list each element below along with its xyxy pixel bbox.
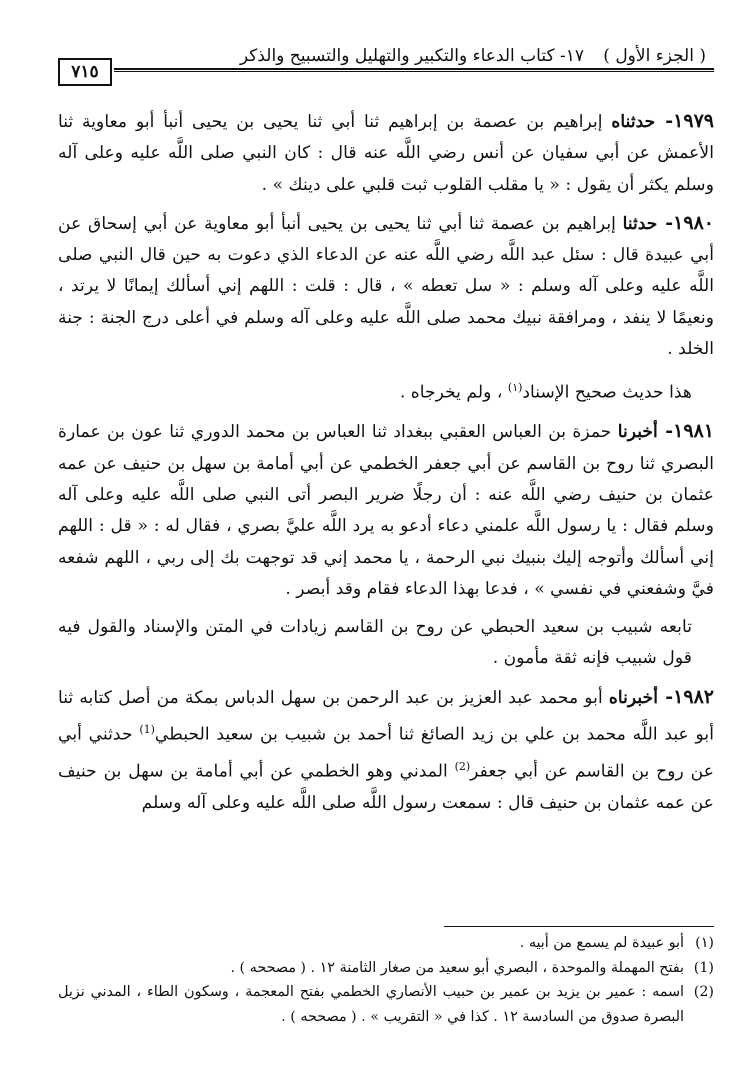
number-dash: - [657,420,674,443]
footnote-item [58,980,714,1029]
footnote-mark: (١) [695,935,714,951]
footnote-mark: (1) [693,959,714,976]
footnote-mark: (2) [693,984,714,1000]
hadith-number: ١٩٨١ [673,420,714,443]
hadith-text: أبو محمد عبد العزيز بن عبد الرحمن بن سهل الدباس بمكة من أصل كتابه ثنا أبو عبد اللَّه محمد بن علي بن زيد الصائغ ثنا أحمد بن شبيب بن سعيد الحبطي [58,687,714,745]
hadith-keyword: حدثنا [622,213,658,234]
header-rule [114,68,714,70]
footnote-item [58,931,714,956]
footnote-ref: (2) [454,760,471,774]
hadith-1980 [58,208,714,365]
hadith-text: حدثني أبي عن روح بن القاسم عن أبي جعفر [58,724,714,782]
footnote-text: اسمه : عمير بن يزيد بن عمير بن حبيب الأنصاري الخطمي بفتح المعجمة ، وسكون الطاء ، المدني نزيل البصرة صدوق من السادسة ١٢ . كذا في « التقريب » . ( مصححه ) . [58,984,684,1025]
hadith-text: إبراهيم بن عصمة بن إبراهيم ثنا أبي ثنا يحيى بن يحيى أنبأ أبو معاوية ثنا الأعمش عن أبي سفيان عن أنس رضي اللَّه عنه قال : كان النبي صلى اللَّه عليه وعلى آله وسلم يكثر أن يقول : « يا مقلب القلوب ثبت قلبي على دينك » . [58,112,714,195]
volume-label: ( الجزء الأول ) [603,46,706,66]
hadith-text: حمزة بن العباس العقبي ببغداد ثنا العباس بن محمد الدوري ثنا عون بن عمارة البصري ثنا روح بن القاسم عن أبي جعفر الخطمي عن أبي أمامة بن سهل بن حنيف عن عمه عثمان بن حنيف رضي اللَّه عنه : أن رجلًا ضرير البصر أتى النبي صلى اللَّه عليه وعلى آله وسلم فقال : يا رسول اللَّه علمني دعاء أدعو به يرد اللَّه عليَّ بصري ، فقال له : « قل : اللهم إني أسألك وأتوجه إليك بنبيك نبي الرحمة ، يا محمد إني قد توجهت بك إلى ربي ، اللهم شفعه فيَّ وشفعني في نفسي » ، فدعا بهذا الدعاء فقام وقد أبصر . [58,422,714,599]
hadith-keyword: حدثناه [611,112,656,132]
hadith-number: ١٩٨٢ [673,685,714,708]
hadith-1982 [58,682,714,820]
hadith-keyword: أخبرناه [608,687,658,708]
chapter-title: ١٧- كتاب الدعاء والتكبير والتهليل والتسبيح والذكر [239,46,584,66]
main-text [58,106,714,826]
commentary-1980 [58,372,714,409]
footnote-item [58,956,714,981]
page-header [58,28,714,82]
footnote-text: بفتح المهملة والموحدة ، البصري أبو سعيد من صغار الثامنة ١٢ . ( مصححه ) . [230,959,684,976]
commentary-1981: تابعه شبيب بن سعيد الحبطي عن روح بن القاسم زيادات في المتن والإسناد والقول فيه قول شبيب فإنه ثقة مأمون . [58,617,692,669]
hadith-number: ١٩٨٠ [673,211,714,234]
footnote-ref: (١) [507,381,523,395]
header-rule-thin [114,71,714,72]
number-dash: - [657,685,674,708]
book-page [58,28,714,1048]
commentary-text-end: ، ولم يخرجاه . [399,383,508,404]
footnote-text: أبو عبيدة لم يسمع من أبيه . [519,935,684,951]
hadith-text: المدني وهو الخطمي عن أبي أمامة بن سهل بن حنيف عن عمه عثمان بن حنيف قال : سمعت رسول اللَّه صلى اللَّه عليه وعلى آله وسلم [58,761,714,814]
commentary-text: هذا حديث صحيح الإسناد [522,383,692,404]
hadith-keyword: أخبرنا [617,422,658,443]
hadith-text: إبراهيم بن عصمة ثنا أبي ثنا يحيى بن يحيى أنبأ أبو معاوية عن أبي إسحاق عن أبي عبيدة قال : سئل عبد اللَّه رضي اللَّه عنه عن الدعاء الذي دعوت به حين قال النبي صلى اللَّه عليه وعلى آله وسلم : « سل تعطه » ، قال : قلت : اللهم إني أسألك إيمانًا لا يرتد ، ونعيمًا لا ينفد ، ومرافقة نبيك محمد صلى اللَّه عليه وعلى آله وسلم في أعلى درج الجنة : جنة الخلد . [58,213,714,360]
footnotes [58,926,714,1029]
page-number: ٧١٥ [58,58,112,86]
number-dash: - [657,211,674,234]
hadith-1981 [58,416,714,605]
hadith-1979 [58,106,714,201]
hadith-number: ١٩٧٩ [673,110,714,132]
footnote-ref: (1) [139,723,155,737]
number-dash: - [655,110,674,132]
footnote-rule [444,926,714,927]
